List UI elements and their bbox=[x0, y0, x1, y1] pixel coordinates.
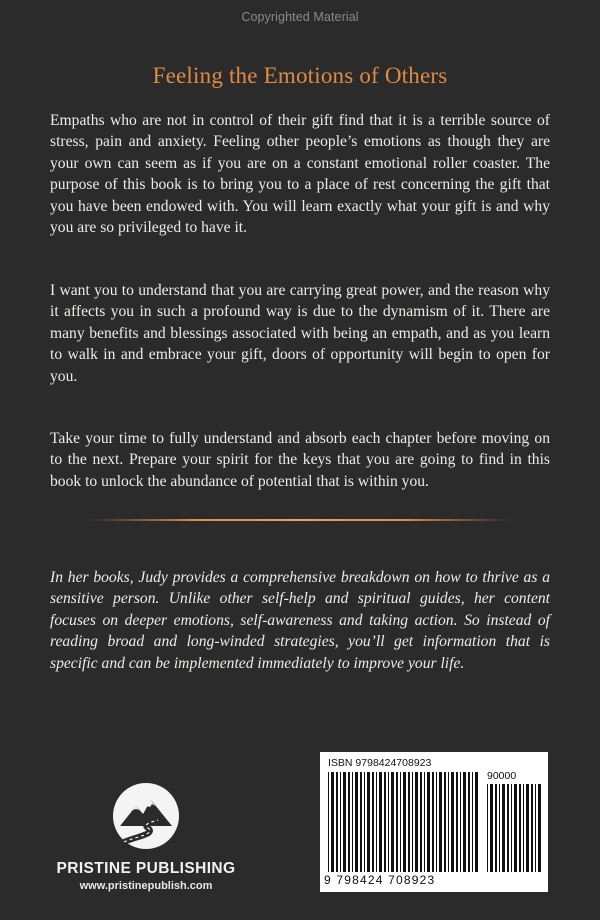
orange-divider bbox=[90, 519, 510, 521]
section-title: Feeling the Emotions of Others bbox=[152, 63, 448, 88]
body-paragraph-3: Take your time to fully understand and absorb each chapter before moving on to the next. Prepare your spirit for the keys that you are going to find in this book to unlock the abundance of potential that is within you. bbox=[50, 430, 550, 490]
publisher-url: www.pristinepublish.com bbox=[79, 880, 213, 892]
publisher-name: PRISTINE PUBLISHING bbox=[56, 860, 236, 877]
barcode-digits: 9 798424 708923 bbox=[324, 873, 436, 887]
body-paragraph-2: I want you to understand that you are carrying great power, and the reason why it affects you in such a profound way is due to the dynamism of it. There are many benefits and blessings associated with being an empath, and as you learn to walk in and embrace your gift, doors of opportunity will begin to open for you. bbox=[50, 282, 550, 385]
isbn-label: ISBN 9798424708923 bbox=[328, 757, 432, 769]
publisher-block bbox=[54, 782, 238, 892]
copyright-watermark: Copyrighted Material bbox=[241, 10, 359, 24]
mountain-road-icon bbox=[112, 782, 180, 850]
isbn-barcode bbox=[320, 752, 548, 892]
price-code: 90000 bbox=[487, 770, 517, 782]
author-blurb: In her books, Judy provides a comprehensive breakdown on how to thrive as a sensitive person. Unlike other self-help and spiritual guides, her content focuses on deeper emotions, self-awareness and taking action. So instead of reading broad and long-winded strategies, you’ll get information that is specific and can be implemented immediately to improve your life. bbox=[50, 569, 550, 672]
body-paragraph-1: Empaths who are not in control of their gift find that it is a terrible source of stress, pain and anxiety. Feeling other people’s emotions as though they are your own can seem as if you are on a constant emotional roller coaster. The purpose of this book is to bring you to a place of rest concerning the gift that you have been endowed with. You will learn exactly what your gift is and why you are so privileged to have it. bbox=[50, 112, 550, 237]
